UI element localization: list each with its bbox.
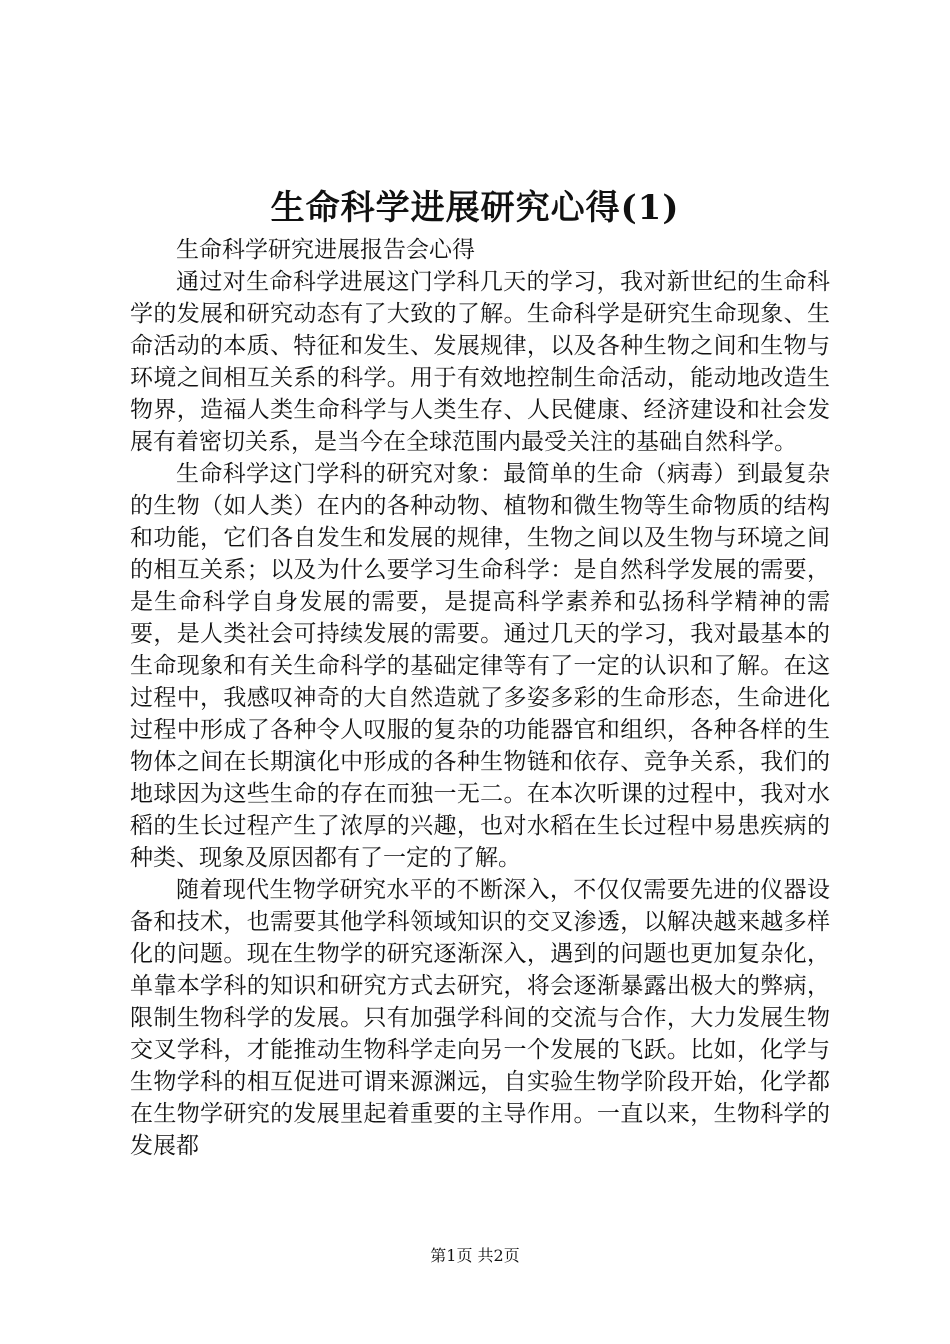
- paragraph: 随着现代生物学研究水平的不断深入，不仅仅需要先进的仪器设备和技术，也需要其他学科领域知识的交叉渗透，以解决越来越多样化的问题。现在生物学的研究逐渐深入，遇到的问题也更加复杂化，单靠本学科的知识和研究方式去研究，将会逐渐暴露出极大的弊病，限制生物科学的发展。只有加强学科间的交流与合作，大力发展生物交叉学科，才能推动生物科学走向另一个发展的飞跃。比如，化学与生物学科的相互促进可谓来源渊远，自实验生物学阶段开始，化学都在生物学研究的发展里起着重要的主导作用。一直以来，生物科学的发展都: [130, 877, 830, 1159]
- paragraph: 通过对生命科学进展这门学科几天的学习，我对新世纪的生命科学的发展和研究动态有了大致的了解。生命科学是研究生命现象、生命活动的本质、特征和发生、发展规律，以及各种生物之间和生物与环境之间相互关系的科学。用于有效地控制生命活动，能动地改造生物界，造福人类生命科学与人类生存、人民健康、经济建设和社会发展有着密切关系，是当今在全球范围内最受关注的基础自然科学。: [130, 269, 830, 455]
- paragraph: 生命科学这门学科的研究对象：最简单的生命（病毒）到最复杂的生物（如人类）在内的各种动物、植物和微生物等生命物质的结构和功能，它们各自发生和发展的规律，生物之间以及生物与环境之间的相互关系；以及为什么要学习生命科学：是自然科学发展的需要，是生命科学自身发展的需要，是提高科学素养和弘扬科学精神的需要，是人类社会可持续发展的需要。通过几天的学习，我对最基本的生命现象和有关生命科学的基础定律等有了一定的认识和了解。在这过程中，我感叹神奇的大自然造就了多姿多彩的生命形态，生命进化过程中形成了各种令人叹服的复杂的功能器官和组织，各种各样的生物体之间在长期演化中形成的各种生物链和依存、竞争关系，我们的地球因为这些生命的存在而独一无二。在本次听课的过程中，我对水稻的生长过程产生了浓厚的兴趣，也对水稻在生长过程中易患疾病的种类、现象及原因都有了一定的了解。: [130, 461, 830, 871]
- page-footer: 第1页 共2页: [430, 1246, 520, 1265]
- document-title: 生命科学进展研究心得(1): [270, 188, 680, 228]
- paragraph-subtitle: 生命科学研究进展报告会心得: [176, 237, 475, 263]
- document-body: [130, 234, 830, 1162]
